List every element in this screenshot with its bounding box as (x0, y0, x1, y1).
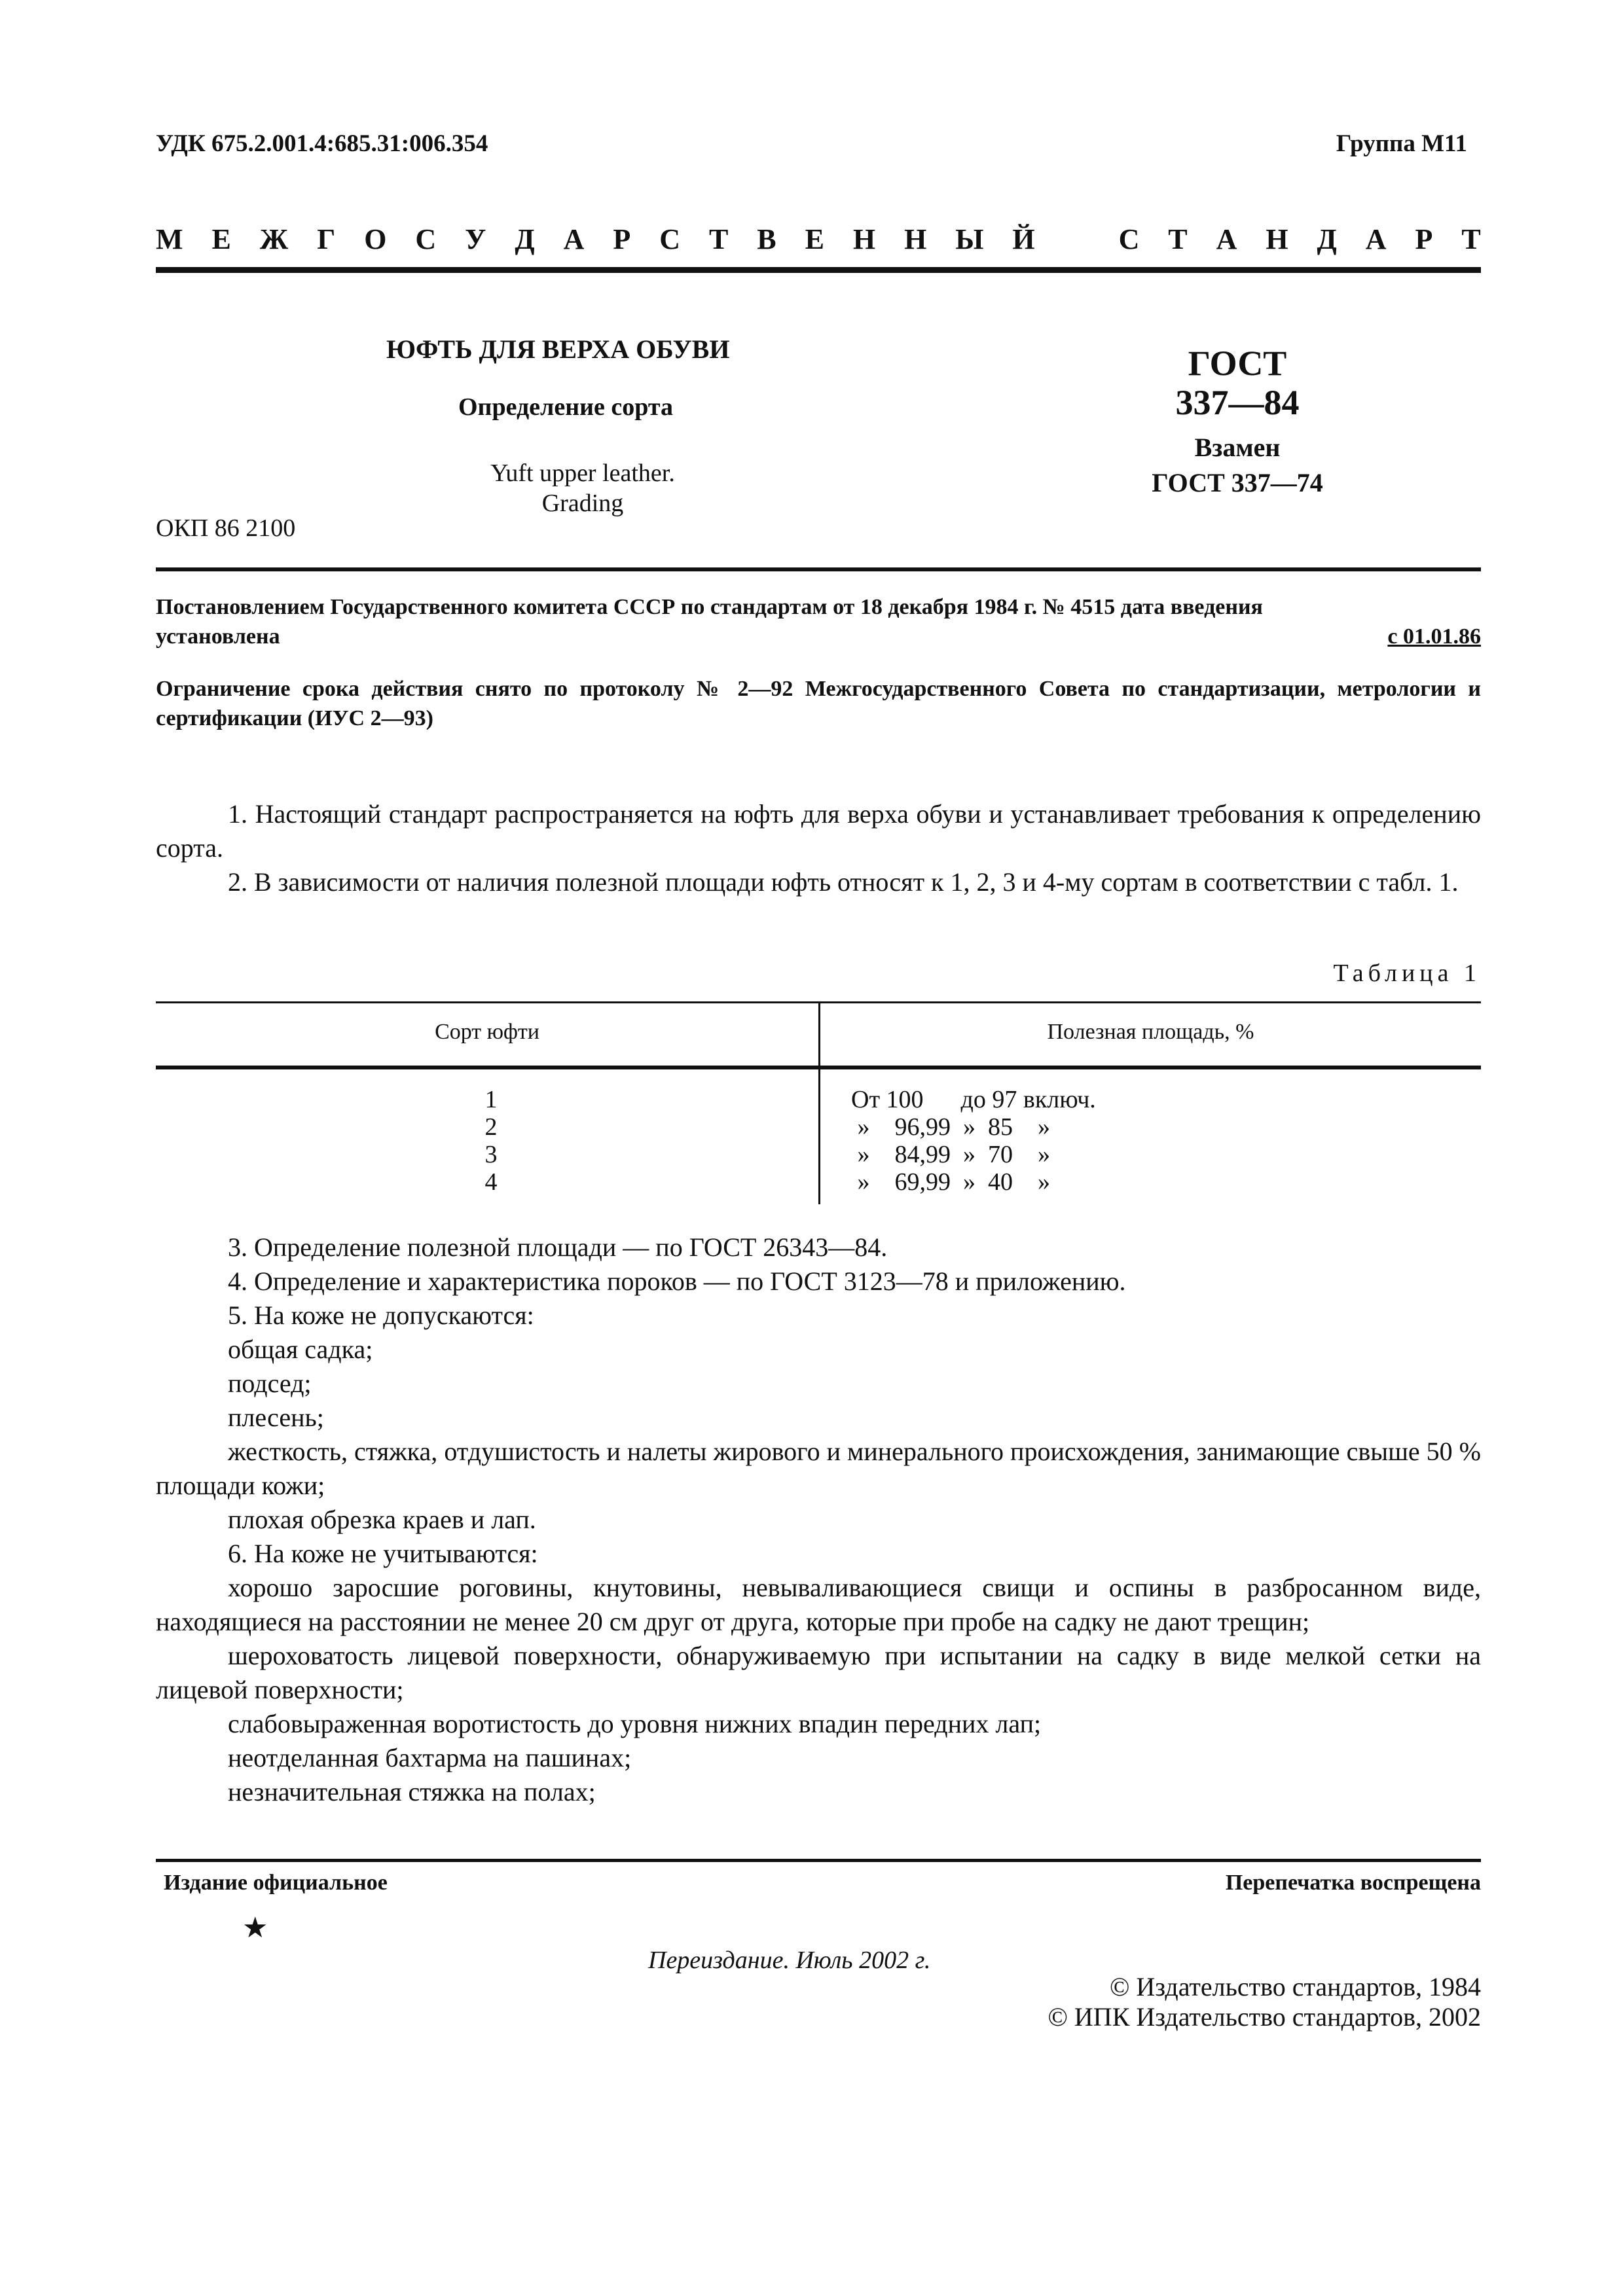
interstate-letter: Ж (259, 223, 289, 255)
star-icon: ★ (242, 1912, 268, 1944)
list-item: плохая обрезка краев и лап. (228, 1505, 536, 1534)
interstate-letter: Е (805, 223, 824, 255)
decree-note (156, 592, 1481, 651)
interstate-letter: А (1216, 223, 1237, 255)
table-cell-grade: 2 (484, 1113, 498, 1141)
interstate-letter: М (156, 223, 183, 255)
table-cell-grade: 3 (484, 1141, 498, 1168)
interstate-letter: В (757, 223, 776, 255)
paragraph-2 (156, 865, 1481, 899)
interstate-letter: Е (211, 223, 231, 255)
list-item: слабовыраженная воротистость до уровня нижних впадин передних лап; (228, 1709, 1042, 1738)
list-item: жесткость, стяжка, отдушистость и налеты жирового и минерального происхождения, занимающие свыше 50 % площади кожи; (156, 1437, 1481, 1500)
interstate-letter: А (1365, 223, 1387, 255)
list-item: шероховатость лицевой поверхности, обнаруживаемую при испытании на садку в виде мелкой сетки на лицевой поверхности; (156, 1641, 1481, 1704)
interstate-letter: У (465, 223, 486, 255)
table-cell-area: » 69,99 » 40 » (851, 1168, 1050, 1196)
copyright-line: © Издательство стандартов, 1984 (1109, 1972, 1481, 2001)
replaces-label: Взамен (1194, 433, 1281, 462)
interstate-letter: Т (1461, 223, 1481, 255)
decree-line: Постановлением Государственного комитета СССР по стандартам от 18 декабря 1984 г. № 4515 дата введения (156, 595, 1263, 619)
requirements-list (156, 1230, 1481, 1809)
paragraph-1 (156, 797, 1481, 865)
interstate-letter: Д (1317, 223, 1337, 255)
interstate-letter: С (1118, 223, 1140, 255)
gost-label: ГОСТ (1188, 344, 1287, 383)
interstate-letter: Д (515, 223, 535, 255)
table-cell-area: » 96,99 » 85 » (851, 1113, 1050, 1141)
interstate-standard-heading (156, 223, 1481, 257)
document-title: ЮФТЬ ДЛЯ ВЕРХА ОБУВИ (386, 334, 730, 364)
interstate-letter: С (659, 223, 680, 255)
interstate-letter: Н (1266, 223, 1288, 255)
interstate-letter: Г (317, 223, 336, 255)
table-cell-area: От 100 до 97 включ. (851, 1086, 1096, 1113)
table-header-area: Полезная площадь, % (1047, 1020, 1254, 1044)
limitation-note: Ограничение срока действия снято по протоколу № 2—92 Межгосударственного Совета по стандартизации, метрологии и сертификации (ИУС 2—93) (156, 677, 1481, 730)
list-item: 3. Определение полезной площади — по ГОСТ 26343—84. (228, 1232, 888, 1262)
document-subtitle: Определение сорта (458, 393, 674, 421)
table-cell-area: » 84,99 » 70 » (851, 1141, 1050, 1168)
interstate-letter: Н (852, 223, 876, 255)
gost-designation (1087, 344, 1388, 499)
interstate-letter: Й (1012, 223, 1035, 255)
effective-date: с 01.01.86 (1387, 624, 1481, 649)
list-item: 6. На коже не учитываются: (228, 1539, 538, 1568)
udk-code: УДК 675.2.001.4:685.31:006.354 (156, 130, 488, 157)
table-cell-grade: 1 (484, 1086, 498, 1113)
interstate-letter: Т (1168, 223, 1188, 255)
interstate-letter: Р (1415, 223, 1433, 255)
interstate-letter: А (563, 223, 585, 255)
english-title-line: Yuft upper leather. (490, 459, 675, 487)
english-title-line: Grading (541, 490, 624, 517)
replaced-standard: ГОСТ 337—74 (1152, 468, 1323, 497)
decree-established: установлена (156, 624, 280, 649)
decree-line (156, 622, 1481, 651)
gost-number: 337—84 (1175, 383, 1300, 422)
list-item: 4. Определение и характеристика пороков — по ГОСТ 3123—78 и приложению. (228, 1266, 1126, 1296)
list-item: 5. На коже не допускаются: (228, 1300, 534, 1330)
word-gap (1064, 223, 1090, 257)
list-item: неотделанная бахтарма на пашинах; (228, 1743, 632, 1772)
list-item: общая садка; (228, 1335, 373, 1364)
list-item: плесень; (228, 1403, 324, 1432)
list-item: подсед; (228, 1369, 312, 1398)
interstate-letter: Ы (955, 223, 984, 255)
footer-rule (156, 1859, 1481, 1862)
interstate-letter: С (415, 223, 437, 255)
interstate-letter: О (364, 223, 387, 255)
interstate-letter: Т (708, 223, 729, 255)
table-label: Таблица 1 (1333, 960, 1481, 987)
group-code: Группа М11 (1336, 130, 1467, 157)
english-title (432, 458, 733, 518)
table-cell-grade: 4 (484, 1168, 498, 1196)
interstate-letter: Р (613, 223, 631, 255)
list-item: незначительная стяжка на полах; (228, 1777, 596, 1806)
paragraph-text: 2. В зависимости от наличия полезной площади юфть относят к 1, 2, 3 и 4-му сортам в соответствии с табл. 1. (228, 867, 1459, 897)
reissue-note: Переиздание. Июль 2002 г. (648, 1946, 931, 1974)
title-rule (156, 567, 1481, 571)
table-header-grade: Сорт юфти (435, 1020, 539, 1044)
official-edition: Издание официальное (164, 1871, 388, 1895)
copyright-line: © ИПК Издательство стандартов, 2002 (1048, 2002, 1481, 2032)
interstate-letter: Н (904, 223, 927, 255)
list-item: хорошо заросшие роговины, кнутовины, невываливающиеся свищи и оспины в разбросанном виде, находящиеся на расстоянии не менее 20 см друг от друга, которые при пробе на садку не дают трещин; (156, 1573, 1481, 1636)
reprint-prohibited: Перепечатка воспрещена (1225, 1871, 1481, 1895)
paragraph-text: 1. Настоящий стандарт распространяется на юфть для верха обуви и устанавливает требования к определению сорта. (156, 799, 1481, 863)
okp-code: ОКП 86 2100 (156, 514, 296, 542)
heading-rule (156, 267, 1481, 273)
